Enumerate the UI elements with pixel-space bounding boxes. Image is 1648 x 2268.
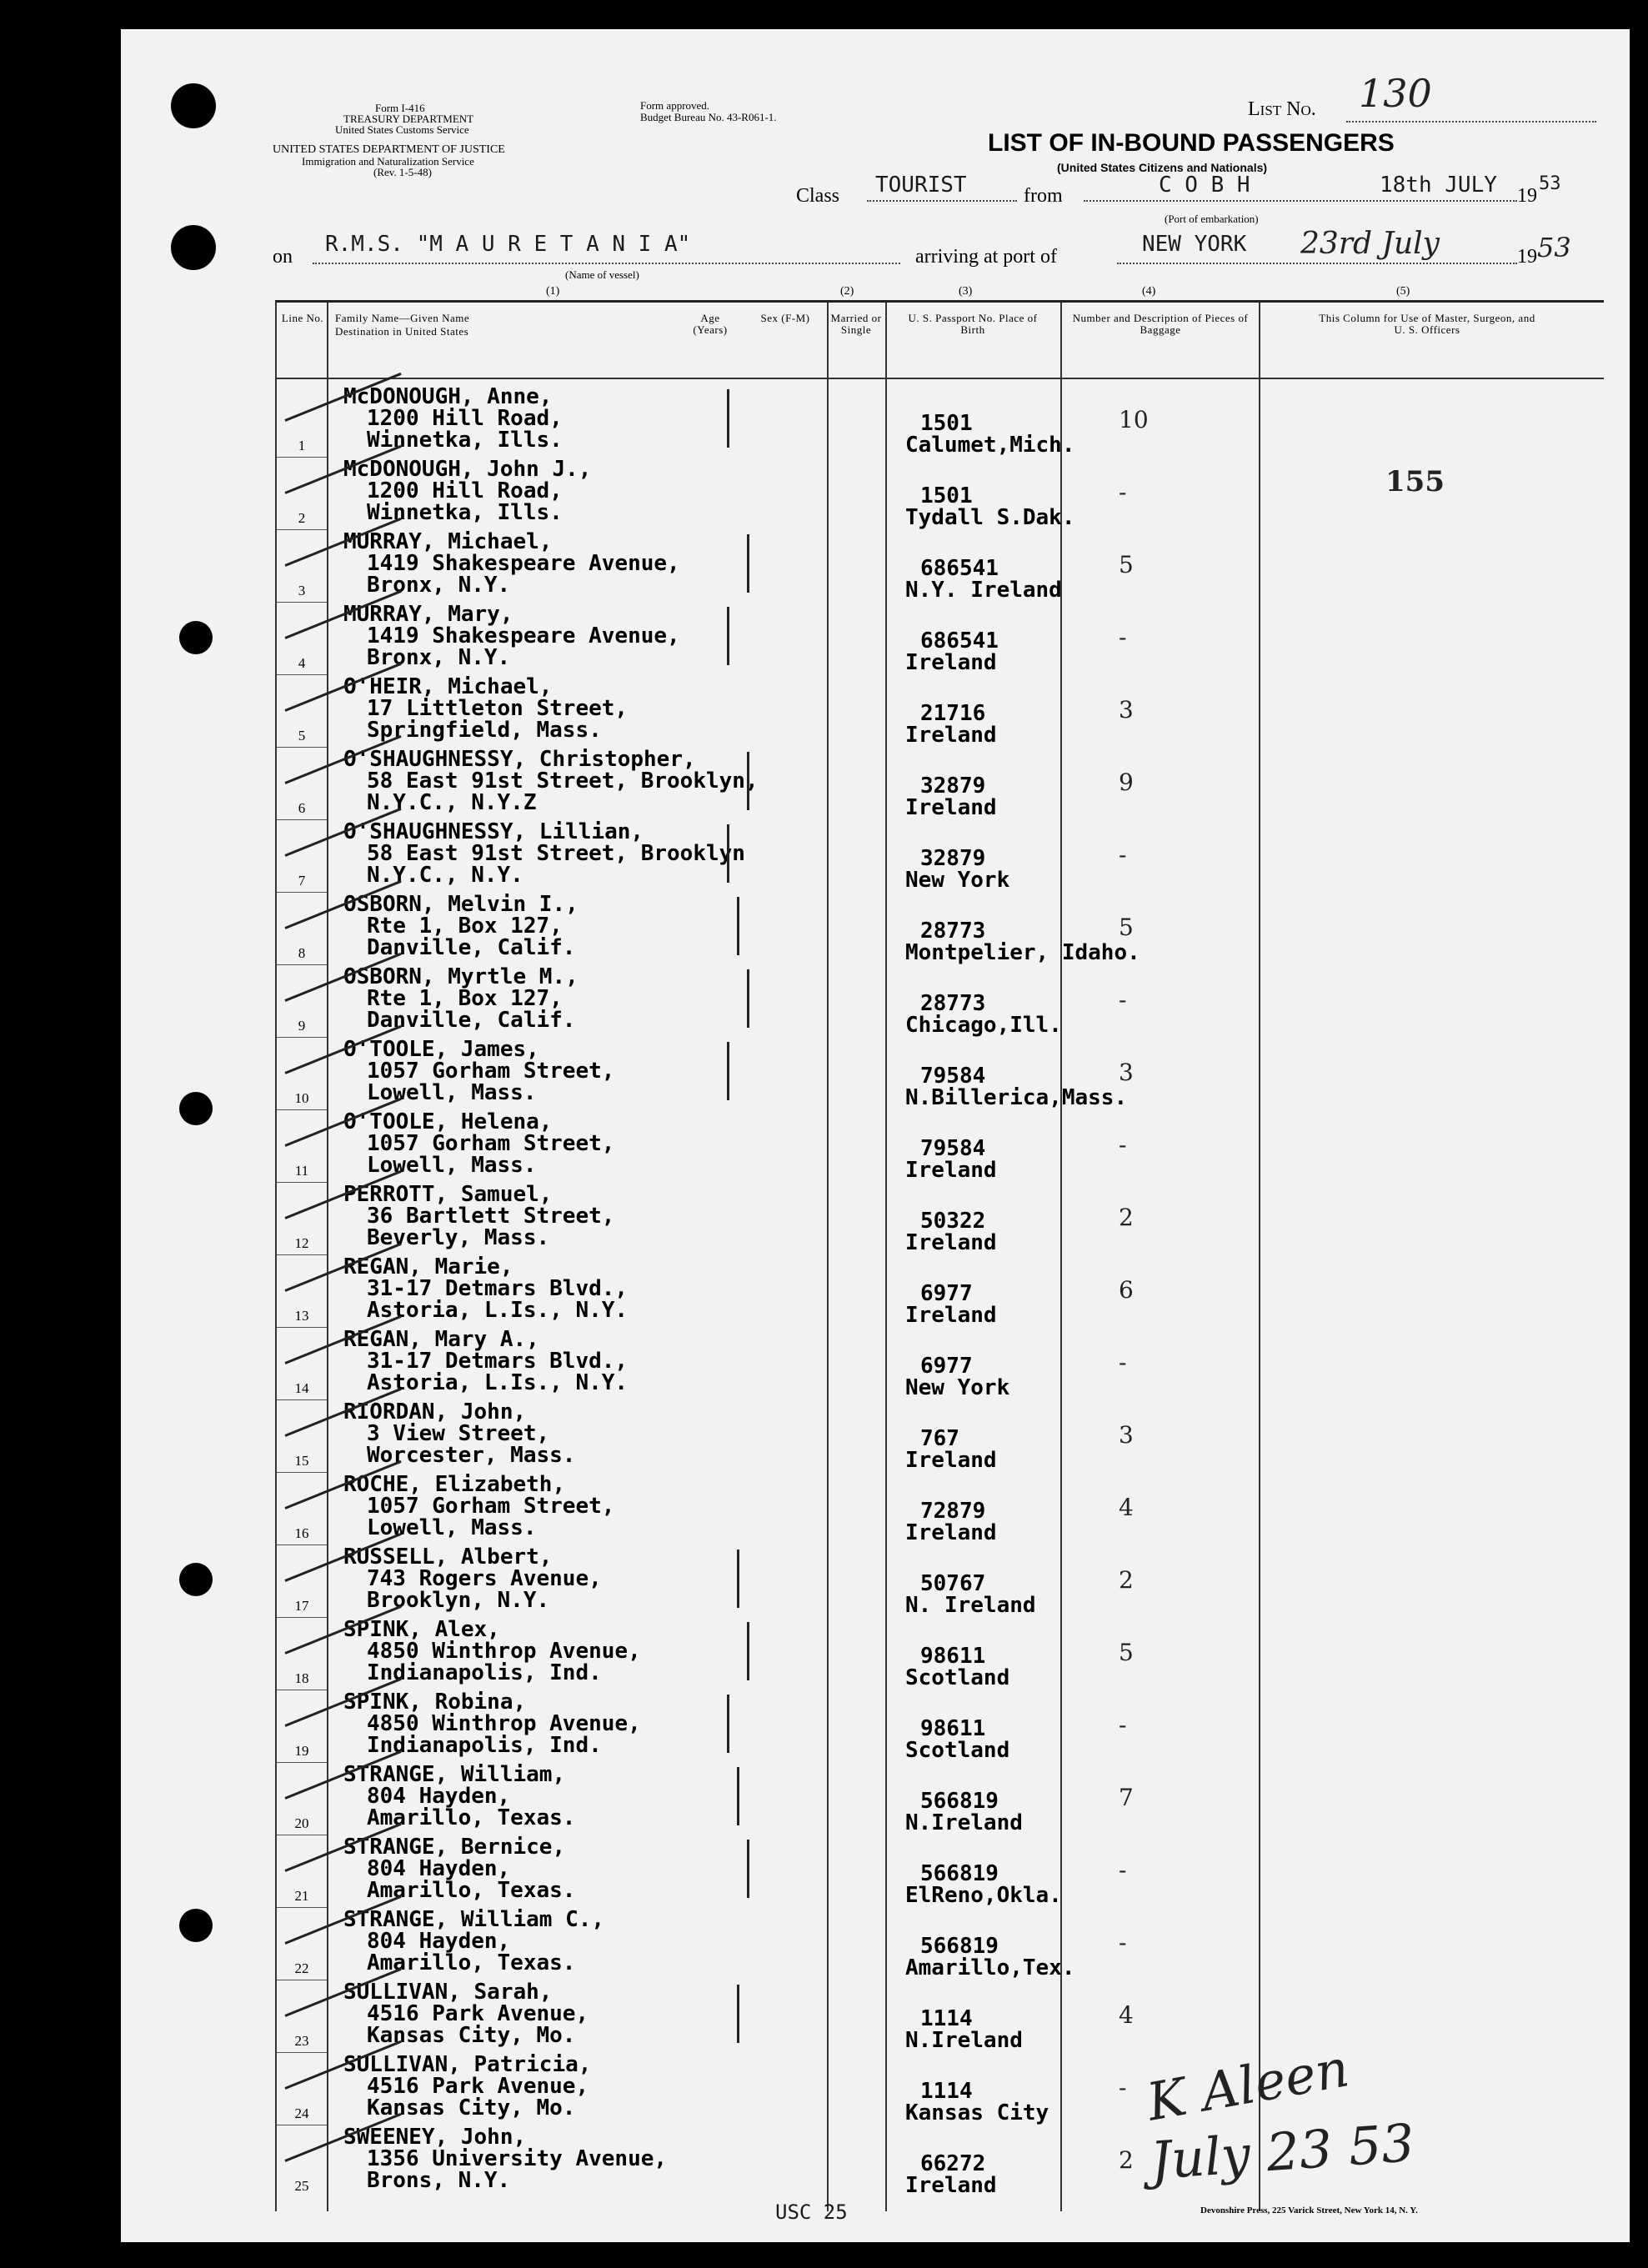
binder-hole [179,1909,213,1942]
arrival-line [1117,263,1517,264]
passport-number: 98611 [920,1716,986,1741]
tally-mark [747,534,749,593]
place-of-birth: N.Ireland [905,2028,1023,2053]
passenger-city: Worcester, Mass. [367,1443,576,1468]
list-no-value: 130 [1359,71,1432,116]
table-row [277,821,1604,894]
row-divider [277,529,327,530]
table-row [277,1981,1604,2054]
class-value: TOURIST [875,173,967,198]
from-label: from [1024,185,1063,207]
binder-hole [171,225,216,270]
passenger-city: Winnetka, Ills. [367,500,563,525]
passenger-name: O'TOOLE, James, [343,1037,539,1062]
row-divider [277,1037,327,1038]
table-row [277,966,1604,1039]
baggage-count: 6 [1119,1276,1134,1304]
place-of-birth: New York [905,1375,1010,1400]
row-divider [277,964,327,965]
table-row [277,1256,1604,1329]
passenger-address: 4516 Park Avenue, [367,2074,589,2099]
passenger-name: SULLIVAN, Patricia, [343,2052,592,2077]
passenger-address: 743 Rogers Avenue, [367,1566,602,1591]
baggage-count: 3 [1119,696,1134,723]
table-row [277,1619,1604,1691]
passenger-city: Brons, N.Y. [367,2168,511,2193]
place-of-birth: ElReno,Okla. [905,1883,1062,1908]
passport-number: 66272 [920,2151,986,2176]
passenger-name: O'TOOLE, Helena, [343,1109,553,1134]
passenger-name: ROCHE, Elizabeth, [343,1472,566,1497]
place-of-birth: Ireland [905,1230,997,1255]
passenger-name: O'SHAUGHNESSY, Lillian, [343,819,644,844]
tally-mark [727,607,729,665]
passenger-table [275,300,1604,2211]
column-number-4: (4) [1142,285,1156,298]
baggage-count: - [1119,478,1127,506]
line-number: 17 [294,1598,309,1614]
row-divider [277,747,327,748]
place-of-birth: Ireland [905,2173,997,2198]
row-divider [277,1762,327,1763]
passenger-city: Danville, Calif. [367,1008,576,1033]
header-divider [277,378,1604,379]
embark-caption: (Port of embarkation) [1165,213,1259,225]
baggage-count: - [1119,841,1127,869]
place-of-birth: N.Y. Ireland [905,578,1062,603]
column-number-1: (1) [546,285,560,298]
table-row [277,1474,1604,1546]
passport-number: 566819 [920,1861,999,1886]
line-number: 13 [294,1308,309,1324]
baggage-count: - [1119,1349,1127,1376]
footer-code: USC 25 [775,2200,848,2224]
tally-mark [737,1767,739,1825]
line-number: 21 [294,1888,309,1904]
passenger-address: 31-17 Detmars Blvd., [367,1349,629,1374]
row-divider [277,1182,327,1183]
line-number: 2 [298,510,306,526]
tally-mark [727,1042,729,1100]
inspector-signature: K Aleen [1142,2037,1354,2133]
passenger-city: Lowell, Mass. [367,1153,537,1178]
line-number: 4 [298,655,306,671]
header-family-name: Family Name—Given Name [335,312,470,324]
signature-date: July 23 53 [1148,2112,1417,2191]
baggage-count: 9 [1119,769,1134,796]
place-of-birth: Kansas City [905,2100,1049,2125]
passenger-name: O'HEIR, Michael, [343,674,553,699]
baggage-count: - [1119,1856,1127,1884]
passenger-city: Winnetka, Ills. [367,428,563,453]
row-divider [277,1399,327,1400]
row-divider [277,1327,327,1328]
binder-hole [171,83,216,128]
passport-number: 98611 [920,1644,986,1669]
baggage-count: - [1119,623,1127,651]
passport-number: 566819 [920,1934,999,1959]
passport-number: 1114 [920,2006,973,2031]
passenger-city: Astoria, L.Is., N.Y. [367,1370,629,1395]
passenger-address: Rte 1, Box 127, [367,914,563,939]
place-of-birth: Ireland [905,723,997,748]
baggage-count: - [1119,1711,1127,1739]
passenger-name: O'SHAUGHNESSY, Christopher, [343,747,696,772]
row-divider [277,892,327,893]
table-row [277,1401,1604,1474]
place-of-birth: Ireland [905,1303,997,1328]
passport-number: 32879 [920,846,986,871]
table-row [277,1039,1604,1111]
header-passport: U. S. Passport No. Place of Birth [908,312,1038,336]
row-divider [277,1472,327,1473]
place-of-birth: Calumet,Mich. [905,433,1075,458]
passenger-city: Brooklyn, N.Y. [367,1588,550,1613]
line-number: 5 [298,728,306,743]
depart-year: 53 [1539,173,1561,194]
form-number: Form I-416 [375,102,425,114]
passenger-name: STRANGE, William, [343,1762,566,1787]
passenger-address: 804 Hayden, [367,1856,511,1881]
header-destination: Destination in United States [335,325,469,338]
customs-service: United States Customs Service [335,123,469,136]
passenger-name: MURRAY, Mary, [343,602,513,627]
tally-mark [737,1550,739,1608]
line-number: 22 [294,1960,309,1976]
table-row [277,676,1604,748]
list-no-line [1346,121,1596,123]
table-row [277,458,1604,531]
line-number: 9 [298,1018,306,1034]
passport-number: 566819 [920,1789,999,1814]
tally-mark [727,389,729,448]
passenger-name: SULLIVAN, Sarah, [343,1980,553,2005]
header-sex: Sex (F-M) [760,312,810,324]
place-of-birth: Montpelier, Idaho. [905,940,1140,965]
baggage-count: 5 [1119,551,1134,578]
passenger-name: STRANGE, William C., [343,1907,605,1932]
place-of-birth: N.Ireland [905,1810,1023,1835]
passport-number: 21716 [920,701,986,726]
table-row [277,748,1604,821]
passenger-city: Amarillo, Texas. [367,1950,576,1975]
baggage-count: 10 [1119,406,1149,433]
passenger-city: N.Y.C., N.Y. [367,863,523,888]
baggage-count: 4 [1119,1494,1134,1521]
passenger-address: 4850 Winthrop Avenue, [367,1639,641,1664]
passenger-city: Danville, Calif. [367,935,576,960]
passenger-address: 804 Hayden, [367,1784,511,1809]
baggage-count: 5 [1119,914,1134,941]
column-number-2: (2) [840,285,854,298]
place-of-birth: Scotland [905,1665,1010,1690]
line-number: 11 [294,1163,309,1179]
passenger-address: 36 Bartlett Street, [367,1204,615,1229]
table-row [277,603,1604,676]
document-subtitle: (United States Citizens and Nationals) [1057,161,1268,174]
passenger-address: 4850 Winthrop Avenue, [367,1711,641,1736]
passenger-city: Amarillo, Texas. [367,1878,576,1903]
officer-note: 155 [1385,465,1445,498]
passport-number: 1501 [920,411,973,436]
budget-bureau: Budget Bureau No. 43-R061-1. [640,111,777,123]
header-baggage: Number and Description of Pieces of Baggage [1072,312,1249,336]
baggage-count: 4 [1119,2001,1134,2029]
table-row [277,1329,1604,1401]
form-approved: Form approved. [640,99,710,112]
passport-number: 686541 [920,556,999,581]
baggage-count: 2 [1119,1566,1134,1594]
place-of-birth: Ireland [905,1158,997,1183]
tally-mark [737,897,739,955]
passport-number: 32879 [920,774,986,799]
header-officers: This Column for Use of Master, Surgeon, and U. S. Officers [1319,312,1535,336]
line-number: 20 [294,1815,309,1831]
baggage-count: - [1119,1929,1127,1956]
justice-dept: UNITED STATES DEPARTMENT OF JUSTICE [273,143,505,156]
passenger-city: N.Y.C., N.Y.Z [367,790,537,815]
binder-hole [179,1563,213,1596]
passport-number: 50767 [920,1571,986,1596]
tally-mark [747,1622,749,1680]
passport-number: 50322 [920,1209,986,1234]
passenger-city: Kansas City, Mo. [367,2095,576,2120]
passenger-city: Beverly, Mass. [367,1225,550,1250]
class-line [867,200,1017,202]
binder-hole [179,1092,213,1125]
baggage-count: 5 [1119,1639,1134,1666]
vessel-name: R.M.S. "M A U R E T A N I A" [325,232,691,257]
line-number: 8 [298,945,306,961]
treasury-dept: TREASURY DEPARTMENT [343,113,474,125]
tally-mark [737,1985,739,2043]
passenger-name: REGAN, Mary A., [343,1327,539,1352]
place-of-birth: N.Billerica,Mass. [905,1085,1128,1110]
place-of-birth: Amarillo,Tex. [905,1955,1075,1980]
baggage-count: 7 [1119,1784,1134,1811]
passenger-city: Lowell, Mass. [367,1080,537,1105]
passenger-address: 1419 Shakespeare Avenue, [367,551,680,576]
passenger-name: REGAN, Marie, [343,1254,513,1279]
passenger-city: Kansas City, Mo. [367,2023,576,2048]
table-row [277,894,1604,966]
passport-number: 28773 [920,991,986,1016]
arriving-label: arriving at port of [915,246,1057,268]
passenger-address: 1200 Hill Road, [367,478,563,503]
passenger-name: SPINK, Robina, [343,1690,527,1715]
passenger-name: RIORDAN, John, [343,1399,527,1424]
class-label: Class [796,185,840,207]
baggage-count: - [1119,986,1127,1014]
column-number-5: (5) [1396,285,1410,298]
passenger-address: 1057 Gorham Street, [367,1059,615,1084]
passenger-city: Springfield, Mass. [367,718,602,743]
table-row [277,1836,1604,1909]
line-number: 18 [294,1670,309,1686]
passenger-name: SWEENEY, John, [343,2125,527,2150]
tally-mark [727,1695,729,1753]
baggage-count: 3 [1119,1059,1134,1086]
passenger-address: Rte 1, Box 127, [367,986,563,1011]
passport-number: 72879 [920,1499,986,1524]
row-divider [277,1617,327,1618]
header-married: Married or Single [830,312,882,336]
line-number: 19 [294,1743,309,1759]
row-divider [277,674,327,675]
row-divider [277,819,327,820]
printer-imprint: Devonshire Press, 225 Varick Street, New York 14, N. Y. [1200,2205,1418,2215]
passenger-name: McDONOUGH, Anne, [343,384,553,409]
baggage-count: 2 [1119,1204,1134,1231]
line-number: 10 [294,1090,309,1106]
passport-number: 1501 [920,483,973,508]
line-number: 14 [294,1380,309,1396]
on-label: on [273,246,293,268]
table-row [277,1764,1604,1836]
vessel-line [313,263,900,264]
arrival-year-prefix: 19 [1517,246,1537,268]
passenger-name: STRANGE, Bernice, [343,1835,566,1860]
passenger-name: OSBORN, Melvin I., [343,892,579,917]
passenger-address: 58 East 91st Street, Brooklyn [367,841,745,866]
passenger-address: 1057 Gorham Street, [367,1494,615,1519]
header-age: Age (Years) [693,312,728,336]
passenger-city: Indianapolis, Ind. [367,1733,602,1758]
table-row [277,1909,1604,1981]
header-line-no: Line No. [281,312,324,324]
baggage-count: 2 [1119,2146,1134,2174]
passenger-city: Indianapolis, Ind. [367,1660,602,1685]
passport-number: 686541 [920,628,999,653]
passenger-address: 4516 Park Avenue, [367,2001,589,2026]
arrival-date: 23rd July [1300,227,1440,261]
line-number: 12 [294,1235,309,1251]
passport-number: 79584 [920,1136,986,1161]
passport-number: 6977 [920,1281,973,1306]
tally-mark [747,752,749,810]
table-row [277,531,1604,603]
place-of-birth: Scotland [905,1738,1010,1763]
passenger-city: Lowell, Mass. [367,1515,537,1540]
column-number-3: (3) [959,285,973,298]
baggage-count: - [1119,1131,1127,1159]
depart-year-prefix: 19 [1517,185,1537,207]
passport-number: 767 [920,1426,959,1451]
tally-mark [747,969,749,1028]
passport-number: 1114 [920,2079,973,2104]
row-divider [277,2052,327,2053]
passenger-city: Amarillo, Texas. [367,1805,576,1830]
passenger-city: Astoria, L.Is., N.Y. [367,1298,629,1323]
tally-mark [747,1840,749,1898]
line-number: 24 [294,2105,309,2121]
passenger-address: 17 Littleton Street, [367,696,629,721]
table-row [277,1184,1604,1256]
table-row [277,1546,1604,1619]
line-number: 3 [298,583,306,598]
passport-number: 6977 [920,1354,973,1379]
passport-number: 79584 [920,1064,986,1089]
arrival-port: NEW YORK [1142,232,1247,257]
list-no-label: List No. [1248,98,1316,120]
passenger-address: 1356 University Avenue, [367,2146,668,2171]
row-divider [277,457,327,458]
line-number: 1 [298,438,306,453]
place-of-birth: Ireland [905,1448,997,1473]
row-divider [277,1254,327,1255]
place-of-birth: Ireland [905,795,997,820]
passenger-city: Bronx, N.Y. [367,573,511,598]
table-row [277,386,1604,458]
passenger-address: 1057 Gorham Street, [367,1131,615,1156]
baggage-count: - [1119,2074,1127,2101]
table-row [277,1111,1604,1184]
row-divider [277,602,327,603]
from-value: C O B H [1159,173,1250,198]
place-of-birth: Ireland [905,1520,997,1545]
binder-hole [179,621,213,654]
passenger-address: 58 East 91st Street, Brooklyn, [367,769,759,794]
line-number: 16 [294,1525,309,1541]
place-of-birth: New York [905,868,1010,893]
place-of-birth: Chicago,Ill. [905,1013,1062,1038]
departure-date: 18th JULY [1380,173,1497,198]
place-of-birth: Ireland [905,650,997,675]
passenger-name: MURRAY, Michael, [343,529,553,554]
baggage-count: 3 [1119,1421,1134,1449]
line-number: 15 [294,1453,309,1469]
place-of-birth: Tydall S.Dak. [905,505,1075,530]
passenger-city: Bronx, N.Y. [367,645,511,670]
tally-mark [727,824,729,883]
row-divider [277,1109,327,1110]
passenger-address: 1200 Hill Road, [367,406,563,431]
row-divider [277,1907,327,1908]
from-line [1084,200,1517,202]
passenger-address: 31-17 Detmars Blvd., [367,1276,629,1301]
passenger-name: OSBORN, Myrtle M., [343,964,579,989]
line-number: 6 [298,800,306,816]
passenger-name: SPINK, Alex, [343,1617,500,1642]
table-row [277,1691,1604,1764]
vessel-caption: (Name of vessel) [565,268,639,281]
line-number: 7 [298,873,306,889]
passenger-address: 3 View Street, [367,1421,550,1446]
passenger-name: RUSSELL, Albert, [343,1545,553,1570]
passenger-address: 1419 Shakespeare Avenue, [367,623,680,648]
passenger-name: PERROTT, Samuel, [343,1182,553,1207]
document-title: LIST OF IN-BOUND PASSENGERS [988,129,1395,157]
place-of-birth: N. Ireland [905,1593,1036,1618]
line-number: 25 [294,2178,309,2194]
passenger-name: McDONOUGH, John J., [343,457,592,482]
passport-number: 28773 [920,919,986,944]
line-number: 23 [294,2033,309,2049]
ins-service: Immigration and Naturalization Service [302,155,474,168]
arrival-year: 53 [1537,232,1571,263]
passenger-address: 804 Hayden, [367,1929,511,1954]
revision: (Rev. 1-5-48) [373,166,432,178]
